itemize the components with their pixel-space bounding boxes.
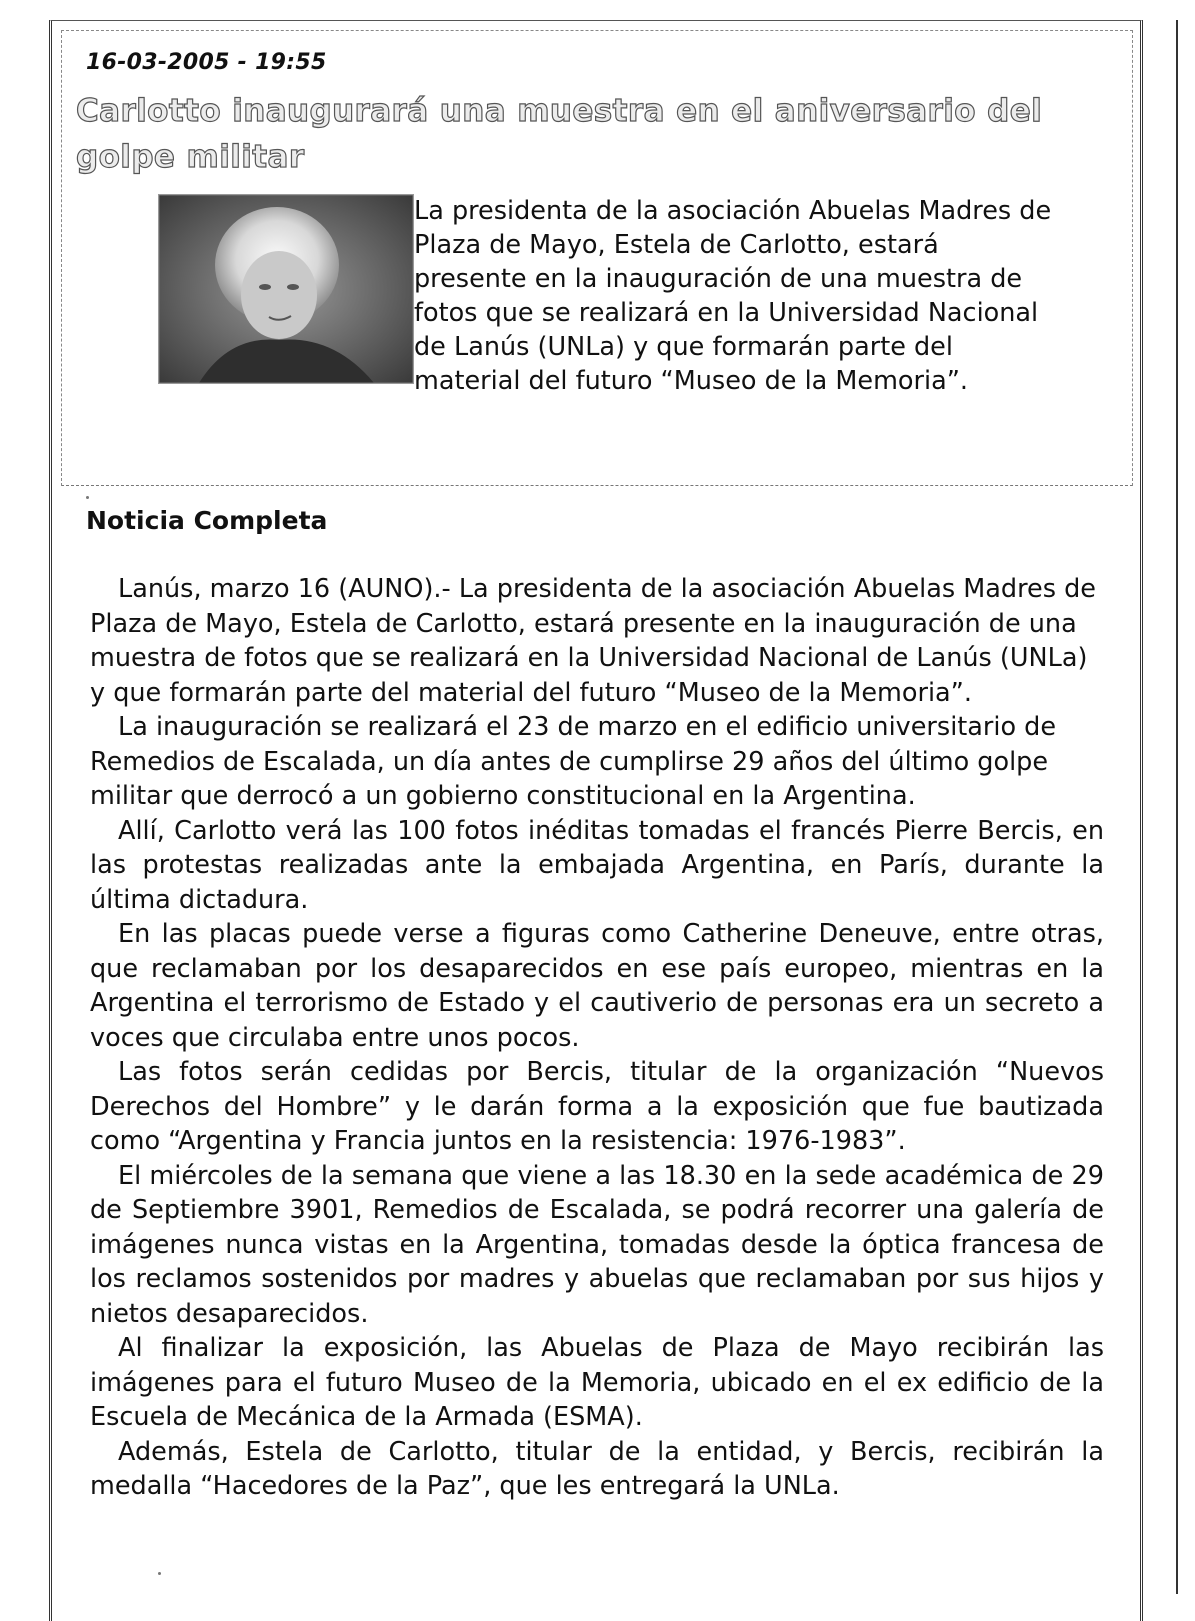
scan-speck xyxy=(158,1572,161,1575)
article-paragraph: Allí, Carlotto verá las 100 fotos inéditas tomadas el francés Pierre Bercis, en las protestas realizadas ante la embajada Argentina, en París, durante la última dictadura. xyxy=(90,815,1104,915)
article-paragraph: Además, Estela de Carlotto, titular de la entidad, y Bercis, recibirán la medalla “Hacedores de la Paz”, que les entregará la UNLa. xyxy=(90,1436,1104,1501)
article-paragraph: El miércoles de la semana que viene a las 18.30 en la sede académica de 29 de Septiembre 3901, Remedios de Escalada, se podrá recorrer una galería de imágenes nunca vistas en la Argentina, tomadas desde la óptica francesa de los reclamos sostenidos por madres y abuelas que reclamaban por sus hijos y nietos desaparecidos. xyxy=(90,1160,1104,1329)
article-paragraph: Lanús, marzo 16 (AUNO).- La presidenta de la asociación Abuelas Madres de Plaza de Mayo, Estela de Carlotto, estará presente en la inauguración de una muestra de fotos que se realizará en la Universidad Nacional de Lanús (UNLa) y que formarán parte del material del futuro “Museo de la Memoria”. xyxy=(90,574,1096,708)
news-headline[interactable]: Carlotto inaugurará una muestra en el aniversario del golpe militar xyxy=(76,93,1043,175)
article-paragraph: En las placas puede verse a figuras como Catherine Deneuve, entre otras, que reclamaban por los desaparecidos en ese país europeo, mientras en la Argentina el terrorismo de Estado y el cautiverio de personas era un secreto a voces que circulaba entre unos pocos. xyxy=(90,919,1104,1053)
article-paragraph: Las fotos serán cedidas por Bercis, titular de la organización “Nuevos Derechos del Hombre” y le darán forma a la exposición que fue bautizada como “Argentina y Francia juntos en la resistencia: 1976-1983”. xyxy=(90,1057,1104,1156)
scan-speck xyxy=(86,496,89,499)
article-paragraph: Al finalizar la exposición, las Abuelas de Plaza de Mayo recibirán las imágenes para el futuro Museo de la Memoria, ubicado en el ex edificio de la Escuela de Mecánica de la Armada (ESMA). xyxy=(90,1333,1104,1432)
news-summary xyxy=(158,194,1058,398)
news-datetime: 16-03-2005 - 19:55 xyxy=(86,50,327,75)
right-column-edge xyxy=(1176,20,1179,1594)
section-title: Noticia Completa xyxy=(86,506,328,535)
article-body xyxy=(90,572,1104,1504)
article-paragraph: La inauguración se realizará el 23 de marzo en el edificio universitario de Remedios de Escalada, un día antes de cumplirse 29 años del último golpe militar que derrocó a un gobierno constitucional en la Argentina. xyxy=(90,712,1057,811)
photo-spacer xyxy=(158,194,414,384)
news-summary-text: La presidenta de la asociación Abuelas Madres de Plaza de Mayo, Estela de Carlotto, estará presente en la inauguración de una muestra de fotos que se realizará en la Universidad Nacional de Lanús (UNLa) y que formarán parte del material del futuro “Museo de la Memoria”. xyxy=(414,196,1052,396)
